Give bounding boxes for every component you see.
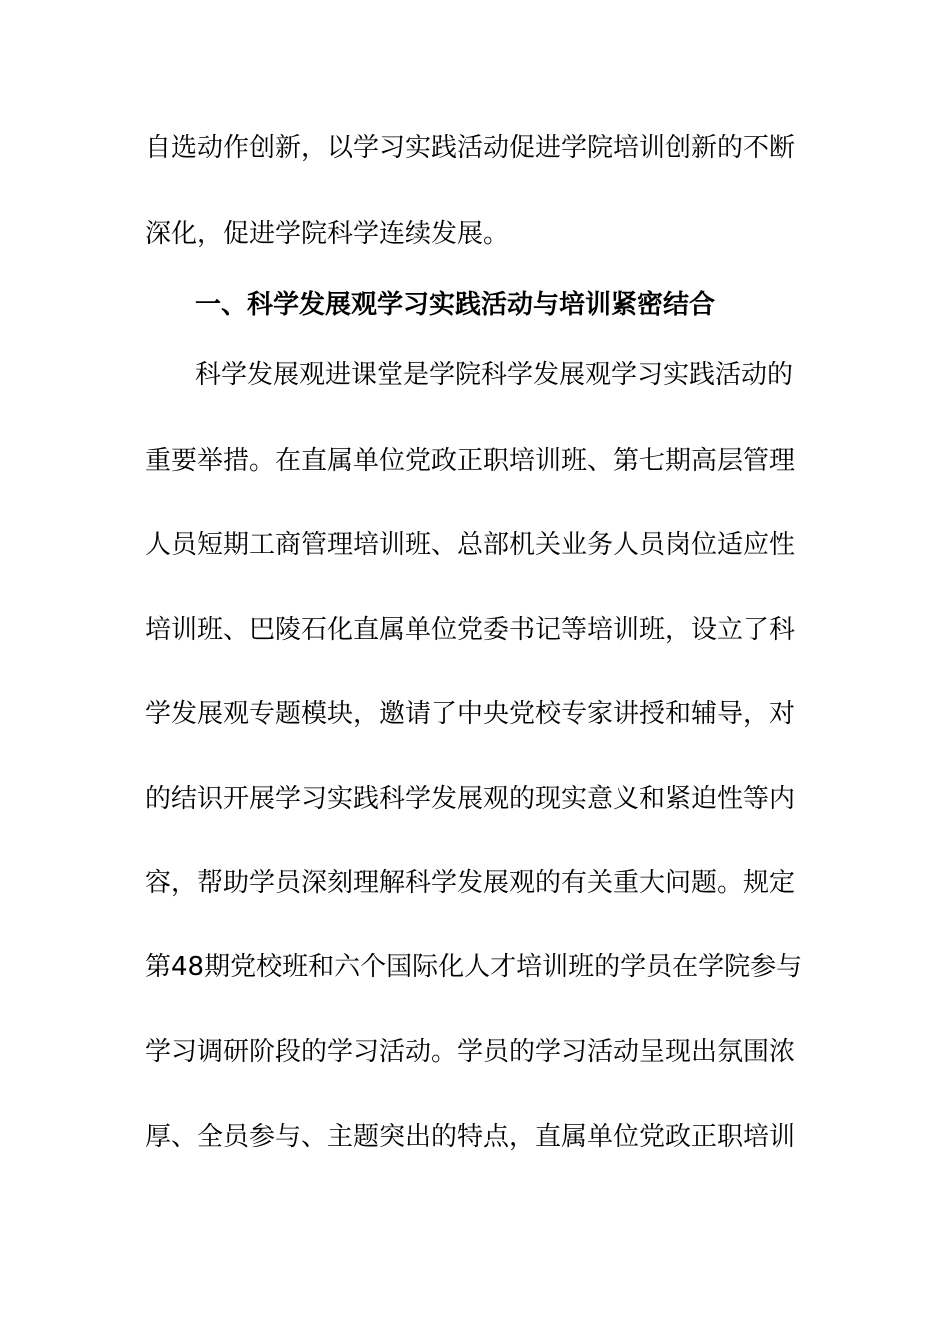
text-line: 深化，促进学院科学连续发展。	[145, 219, 510, 249]
text-line: 学习调研阶段的学习活动。学员的学习活动呈现出氛围浓	[145, 1037, 796, 1067]
text-line: 学发展观专题模块，邀请了中央党校专家讲授和辅导，对	[145, 699, 796, 729]
text-line: 重要举措。在直属单位党政正职培训班、第七期高层管理	[145, 446, 796, 476]
text-line: 培训班、巴陵石化直属单位党委书记等培训班，设立了科	[145, 615, 796, 645]
text-line: 人员短期工商管理培训班、总部机关业务人员岗位适应性	[145, 530, 796, 560]
text-line: 第48期党校班和六个国际化人才培训班的学员在学院参与	[145, 952, 803, 982]
text-line: 的结识开展学习实践科学发展观的现实意义和紧迫性等内	[145, 784, 796, 814]
text-line: 自选动作创新，以学习实践活动促进学院培训创新的不断	[145, 133, 796, 163]
section-heading: 一、科学发展观学习实践活动与培训紧密结合	[195, 290, 716, 320]
text-line: 厚、全员参与、主题突出的特点，直属单位党政正职培训	[145, 1122, 796, 1152]
text-line: 容，帮助学员深刻理解科学发展观的有关重大问题。规定	[145, 868, 796, 898]
paragraph-first-line: 科学发展观进课堂是学院科学发展观学习实践活动的	[195, 360, 794, 390]
